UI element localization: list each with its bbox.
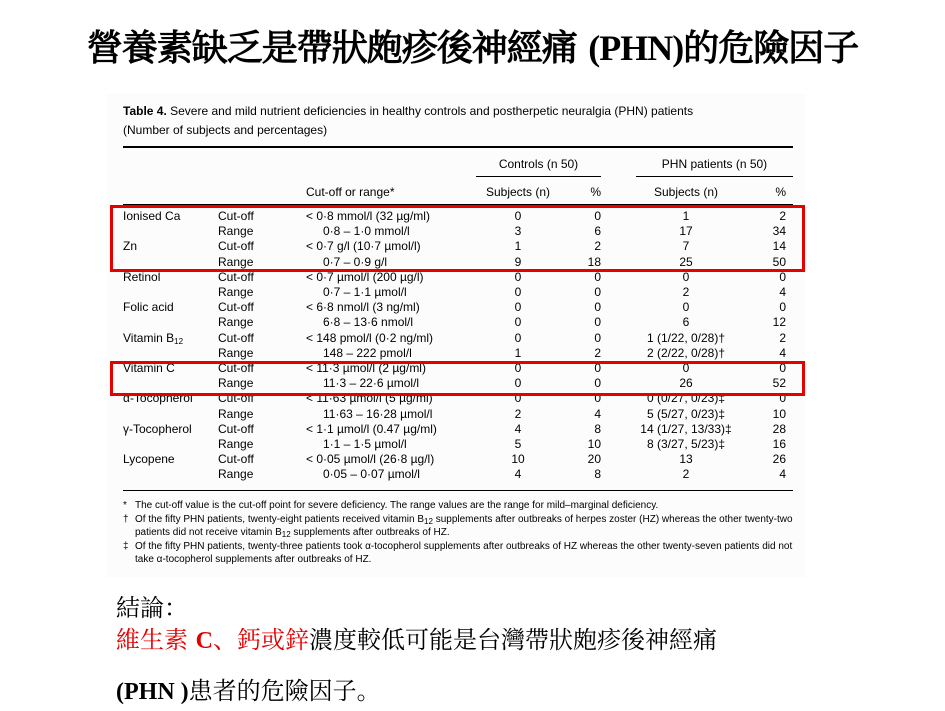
cell-range: 0·05 – 0·07 µmol/l <box>323 467 420 482</box>
cell-nutrient: Folic acid <box>123 300 174 315</box>
cell-range: < 0·8 mmol/l (32 µg/ml) <box>306 209 430 223</box>
cell-p-p: 10 <box>772 406 786 421</box>
cell-p-p: 28 <box>772 421 786 436</box>
cell-c-n: 0 <box>514 209 522 223</box>
cell-nutrient: Zn <box>123 239 138 254</box>
cell-type: Range <box>218 406 254 421</box>
cell-p-n: 0 (0/27, 0/23)‡ <box>646 391 726 406</box>
cell-c-p: 0 <box>594 361 601 375</box>
cell-nutrient: γ-Tocopherol <box>123 421 192 436</box>
highlight-box-ca-zn <box>110 205 805 272</box>
cell-p-p: 14 <box>772 239 786 254</box>
cell-c-n: 0 <box>514 330 522 345</box>
conclusion-line3-part2: 患者的危險因子。 <box>188 677 381 705</box>
cell-p-n: 1 (1/22, 0/28)† <box>646 330 726 345</box>
cell-range: 148 – 222 pmol/l <box>323 345 412 360</box>
cell-range: < 1·1 µmol/l (0.47 µg/ml) <box>306 421 437 436</box>
cell-c-p: 4 <box>594 406 601 421</box>
cell-type: Cut-off <box>218 421 254 436</box>
cell-type: Cut-off <box>218 239 254 254</box>
cell-c-n: 4 <box>514 467 522 482</box>
cell-type: Range <box>218 285 254 299</box>
cell-p-n: 2 <box>682 467 690 482</box>
controls-subrule <box>476 176 601 177</box>
cell-nutrient: Retinol <box>123 269 161 284</box>
cell-range: < 6·8 nmol/l (3 ng/ml) <box>306 300 420 315</box>
cell-c-p: 0 <box>594 209 601 223</box>
cell-c-n: 4 <box>514 421 522 436</box>
cell-p-n: 5 (5/27, 0/23)‡ <box>646 406 726 421</box>
header-controls-percent: % <box>590 185 601 199</box>
cell-c-p: 18 <box>587 254 601 269</box>
cell-type: Range <box>218 437 254 451</box>
conclusion-statement-line2 <box>116 675 896 708</box>
cell-p-p: 26 <box>772 452 786 467</box>
cell-c-p: 2 <box>594 239 601 254</box>
title-part3: 的危險因子 <box>683 28 859 69</box>
cell-p-n: 1 <box>682 209 690 223</box>
cell-nutrient: Lycopene <box>123 452 175 467</box>
header-phn: PHN patients (n 50) <box>661 157 768 171</box>
cell-c-p: 0 <box>594 285 601 299</box>
caption-label: Table 4. <box>123 104 167 118</box>
conclusion-red-part1: 維生素 <box>116 626 196 654</box>
table-top-rule <box>123 146 793 148</box>
cell-range: < 148 pmol/l (0·2 ng/ml) <box>306 330 434 345</box>
conclusion-red-part3: 、鈣或鋅 <box>212 626 309 654</box>
cell-range: 0·7 – 0·9 g/l <box>323 254 388 269</box>
cell-p-p: 4 <box>779 285 786 299</box>
cell-p-p: 52 <box>772 376 786 391</box>
cell-type: Cut-off <box>218 452 254 467</box>
footnote-asterisk: * The cut-off value is the cut-off point for severe deficiency. The range values are the range for mild–marginal deficiency. <box>123 500 659 511</box>
cell-range: 11·63 – 16·28 µmol/l <box>323 406 433 421</box>
cell-c-n: 0 <box>514 285 522 299</box>
cell-p-n: 0 <box>682 300 690 315</box>
cell-type: Range <box>218 224 254 239</box>
cell-p-n: 13 <box>679 452 693 467</box>
cell-p-n: 14 (1/27, 13/33)‡ <box>640 421 732 436</box>
header-controls-subjects: Subjects (n) <box>485 185 551 199</box>
cell-p-p: 0 <box>779 269 786 284</box>
cell-p-p: 4 <box>779 345 786 360</box>
cell-p-p: 0 <box>779 300 786 315</box>
cell-range: < 0·7 µmol/l (200 µg/l) <box>306 269 424 284</box>
cell-range: < 11·63 µmol/l (5 µg/ml) <box>306 391 433 406</box>
caption-line2: (Number of subjects and percentages) <box>123 123 328 137</box>
cell-range: < 0·7 g/l (10·7 µmol/l) <box>306 239 421 254</box>
cell-type: Cut-off <box>218 361 254 375</box>
cell-p-p: 2 <box>779 330 786 345</box>
cell-c-n: 0 <box>514 269 522 284</box>
conclusion <box>116 592 896 708</box>
cell-p-p: 34 <box>772 224 786 239</box>
conclusion-statement <box>116 624 896 657</box>
table-caption <box>123 102 793 140</box>
cell-c-p: 0 <box>594 376 601 391</box>
cell-c-n: 9 <box>514 254 522 269</box>
conclusion-heading: 結論： <box>116 594 188 622</box>
cell-c-p: 8 <box>594 421 601 436</box>
conclusion-line3-part1: (PHN ) <box>116 679 189 705</box>
cell-c-n: 0 <box>514 300 522 315</box>
cell-p-p: 16 <box>772 437 786 451</box>
cell-type: Range <box>218 254 254 269</box>
footnote-dagger: † Of the fifty PHN patients, twenty-eight patients received vitamin $B_{12}$ supplements after outbreaks of herpes zoster (HZ) whereas the other twenty-two patients did not receive vitamin $B_{12}$ supplements after outbreaks of HZ. <box>123 513 793 540</box>
cell-p-n: 2 <box>682 285 690 299</box>
cell-c-n: 5 <box>514 437 522 451</box>
cell-c-p: 0 <box>594 315 601 330</box>
cell-p-n: 26 <box>679 376 693 391</box>
cell-range: < 0·05 µmol/l (26·8 µg/l) <box>306 452 435 467</box>
header-cutoff-range: Cut-off or range* <box>306 185 395 199</box>
cell-nutrient: Ionised Ca <box>123 209 181 223</box>
nutrient-table-figure <box>106 94 806 577</box>
cell-p-n: 7 <box>682 239 690 254</box>
cell-range: 0·8 – 1·0 mmol/l <box>323 224 410 239</box>
cell-nutrient: Vitamin $B_{12}$ <box>123 330 184 346</box>
cell-type: Cut-off <box>218 209 254 223</box>
footnote-double-dagger: ‡ Of the fifty PHN patients, twenty-three patients took α-tocopherol supplements after outbreaks of HZ whereas the other twenty-seven patients did not take α-tocopherol supplements after outbreaks of HZ. <box>123 540 793 566</box>
conclusion-red-part2: C <box>195 628 213 654</box>
cell-p-n: 0 <box>682 361 690 375</box>
highlight-box-vitamin-c <box>110 361 805 396</box>
cell-p-p: 4 <box>779 467 786 482</box>
cell-p-n: 17 <box>679 224 693 239</box>
title-part2: (PHN) <box>588 28 684 68</box>
cell-c-p: 8 <box>594 467 601 482</box>
cell-type: Cut-off <box>218 300 254 315</box>
cell-c-n: 2 <box>514 406 522 421</box>
cell-c-n: 1 <box>514 345 522 360</box>
phn-subrule <box>636 176 793 177</box>
cell-type: Cut-off <box>218 269 254 284</box>
table-footnotes <box>123 499 793 567</box>
cell-c-p: 20 <box>587 452 601 467</box>
cell-p-p: 0 <box>779 361 786 375</box>
cell-c-p: 2 <box>594 345 601 360</box>
caption-text: Severe and mild nutrient deficiencies in healthy controls and postherpetic neuralgia (PHN) patients <box>166 104 694 118</box>
slide-title <box>0 26 945 71</box>
title-part1: 營養素缺乏是帶狀皰疹後神經痛 <box>86 28 589 69</box>
cell-c-p: 0 <box>594 330 601 345</box>
cell-range: 11·3 – 22·6 µmol/l <box>323 376 420 391</box>
cell-c-p: 0 <box>594 269 601 284</box>
cell-p-p: 0 <box>779 391 786 406</box>
cell-range: 0·7 – 1·1 µmol/l <box>323 285 407 299</box>
cell-type: Range <box>218 345 254 360</box>
cell-type: Range <box>218 467 254 482</box>
cell-range: < 11·3 µmol/l (2 µg/ml) <box>306 361 426 375</box>
cell-p-p: 50 <box>772 254 786 269</box>
cell-type: Cut-off <box>218 391 254 406</box>
cell-c-n: 10 <box>511 452 525 467</box>
cell-p-n: 6 <box>682 315 690 330</box>
cell-range: 6·8 – 13·6 nmol/l <box>323 315 414 330</box>
header-phn-subjects: Subjects (n) <box>653 185 719 199</box>
cell-c-p: 0 <box>594 391 601 406</box>
cell-c-n: 1 <box>514 239 522 254</box>
cell-c-n: 0 <box>514 361 522 375</box>
cell-p-p: 2 <box>779 209 786 223</box>
cell-c-n: 0 <box>514 391 522 406</box>
table-bottom-rule <box>123 490 793 491</box>
cell-c-n: 0 <box>514 376 522 391</box>
header-phn-percent: % <box>775 185 786 199</box>
cell-range: 1·1 – 1·5 µmol/l <box>323 437 407 451</box>
cell-c-n: 3 <box>514 224 522 239</box>
cell-p-p: 12 <box>772 315 786 330</box>
cell-type: Range <box>218 315 254 330</box>
cell-c-p: 0 <box>594 300 601 315</box>
conclusion-black-part: 濃度較低可能是台灣帶狀皰疹後神經痛 <box>308 626 717 654</box>
cell-p-n: 0 <box>682 269 690 284</box>
cell-nutrient: Vitamin C <box>123 361 175 375</box>
cell-type: Cut-off <box>218 330 254 345</box>
cell-p-n: 8 (3/27, 5/23)‡ <box>646 437 726 451</box>
cell-p-n: 2 (2/22, 0/28)† <box>646 345 726 360</box>
cell-p-n: 25 <box>679 254 693 269</box>
cell-nutrient: α-Tocopherol <box>123 391 193 406</box>
cell-c-n: 0 <box>514 315 522 330</box>
header-controls: Controls (n 50) <box>498 157 579 171</box>
cell-c-p: 10 <box>587 437 601 451</box>
cell-c-p: 6 <box>594 224 601 239</box>
cell-type: Range <box>218 376 254 391</box>
